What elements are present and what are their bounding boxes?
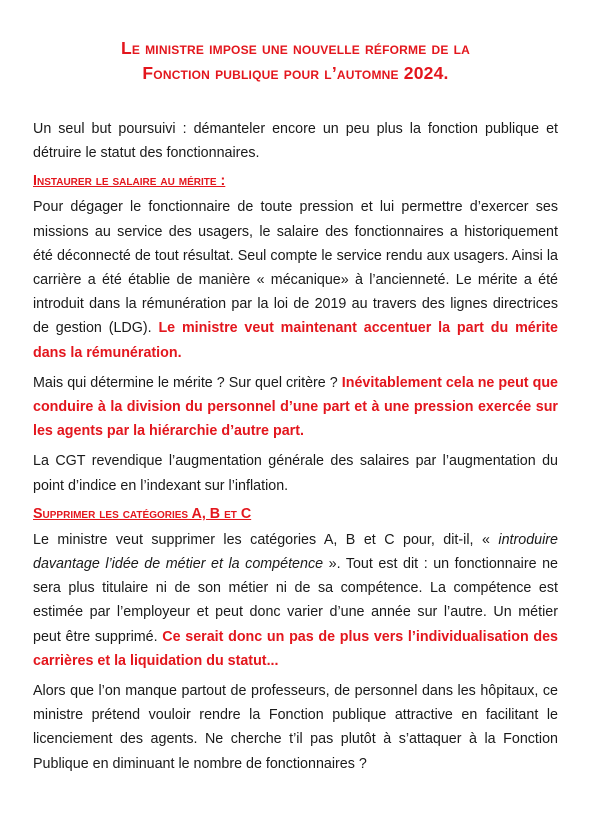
categories-paragraph-1-text-before: Le ministre veut supprimer les catégories A, B et C pour, dit-il, « xyxy=(33,531,499,548)
categories-paragraph-1-highlight: Ce serait donc un pas de plus vers l’individualisation des carrières et la liquidation du statut... xyxy=(33,628,558,669)
section-heading-merit-salary: Instaurer le salaire au mérite : xyxy=(33,173,226,190)
categories-paragraph-1 xyxy=(33,528,558,673)
page-title xyxy=(33,36,558,86)
section-heading-categories: Supprimer les catégories A, B et C xyxy=(33,505,252,522)
merit-paragraph-1-highlight: Le ministre veut maintenant accentuer la part du mérite dans la rémunération. xyxy=(33,320,559,361)
merit-paragraph-2 xyxy=(33,371,558,444)
intro-paragraph: Un seul but poursuivi : démanteler encore un peu plus la fonction publique et détruire le statut des fonctionnaires. xyxy=(33,121,558,162)
merit-paragraph-1 xyxy=(33,195,558,364)
document-body xyxy=(33,117,558,776)
merit-paragraph-3: La CGT revendique l’augmentation générale des salaires par l’augmentation du point d’indice en l’indexant sur l’inflation. xyxy=(33,453,558,494)
merit-paragraph-2-text: Mais qui détermine le mérite ? Sur quel critère ? xyxy=(33,374,342,391)
categories-paragraph-1-text-after: ». Tout est dit : un fonctionnaire ne sera plus titulaire ni de son métier ni de sa compétence. La compétence est estimée par l’employeur et peut donc varier d’une année sur l’autre. Un métier peut être supprimé. xyxy=(33,556,559,645)
title-line-1: Le ministre impose une nouvelle réforme de la xyxy=(120,38,471,58)
merit-paragraph-2-highlight: Inévitablement cela ne peut que conduire à la division du personnel d’une part et à une pression exercée sur les agents par la hiérarchie d’autre part. xyxy=(33,374,559,440)
merit-paragraph-1-text: Pour dégager le fonctionnaire de toute pression et lui permettre d’exercer ses missions au service des usagers, le salaire des fonctionnaires a historiquement été déconnecté de tout résultat. Seul compte le service rendu aux usagers. Ainsi la carrière a été établie de manière « mécanique» à l’ancienneté. Le mérite a été introduit dans la rémunération par la loi de 2019 au travers des lignes directrices de gestion (LDG). xyxy=(33,199,558,337)
title-line-2: Fonction publique pour l’automne 2024. xyxy=(142,63,449,83)
categories-paragraph-2: Alors que l’on manque partout de professeurs, de personnel dans les hôpitaux, ce ministre prétend vouloir rendre la Fonction publique attractive en facilitant le licenciement des agents. Ne cherche t’il pas plutôt à s’attaquer à la Fonction Publique en diminuant le nombre de fonctionnaires ? xyxy=(33,683,558,772)
categories-paragraph-1-quote: introduire davantage l’idée de métier et la compétence xyxy=(33,531,558,573)
